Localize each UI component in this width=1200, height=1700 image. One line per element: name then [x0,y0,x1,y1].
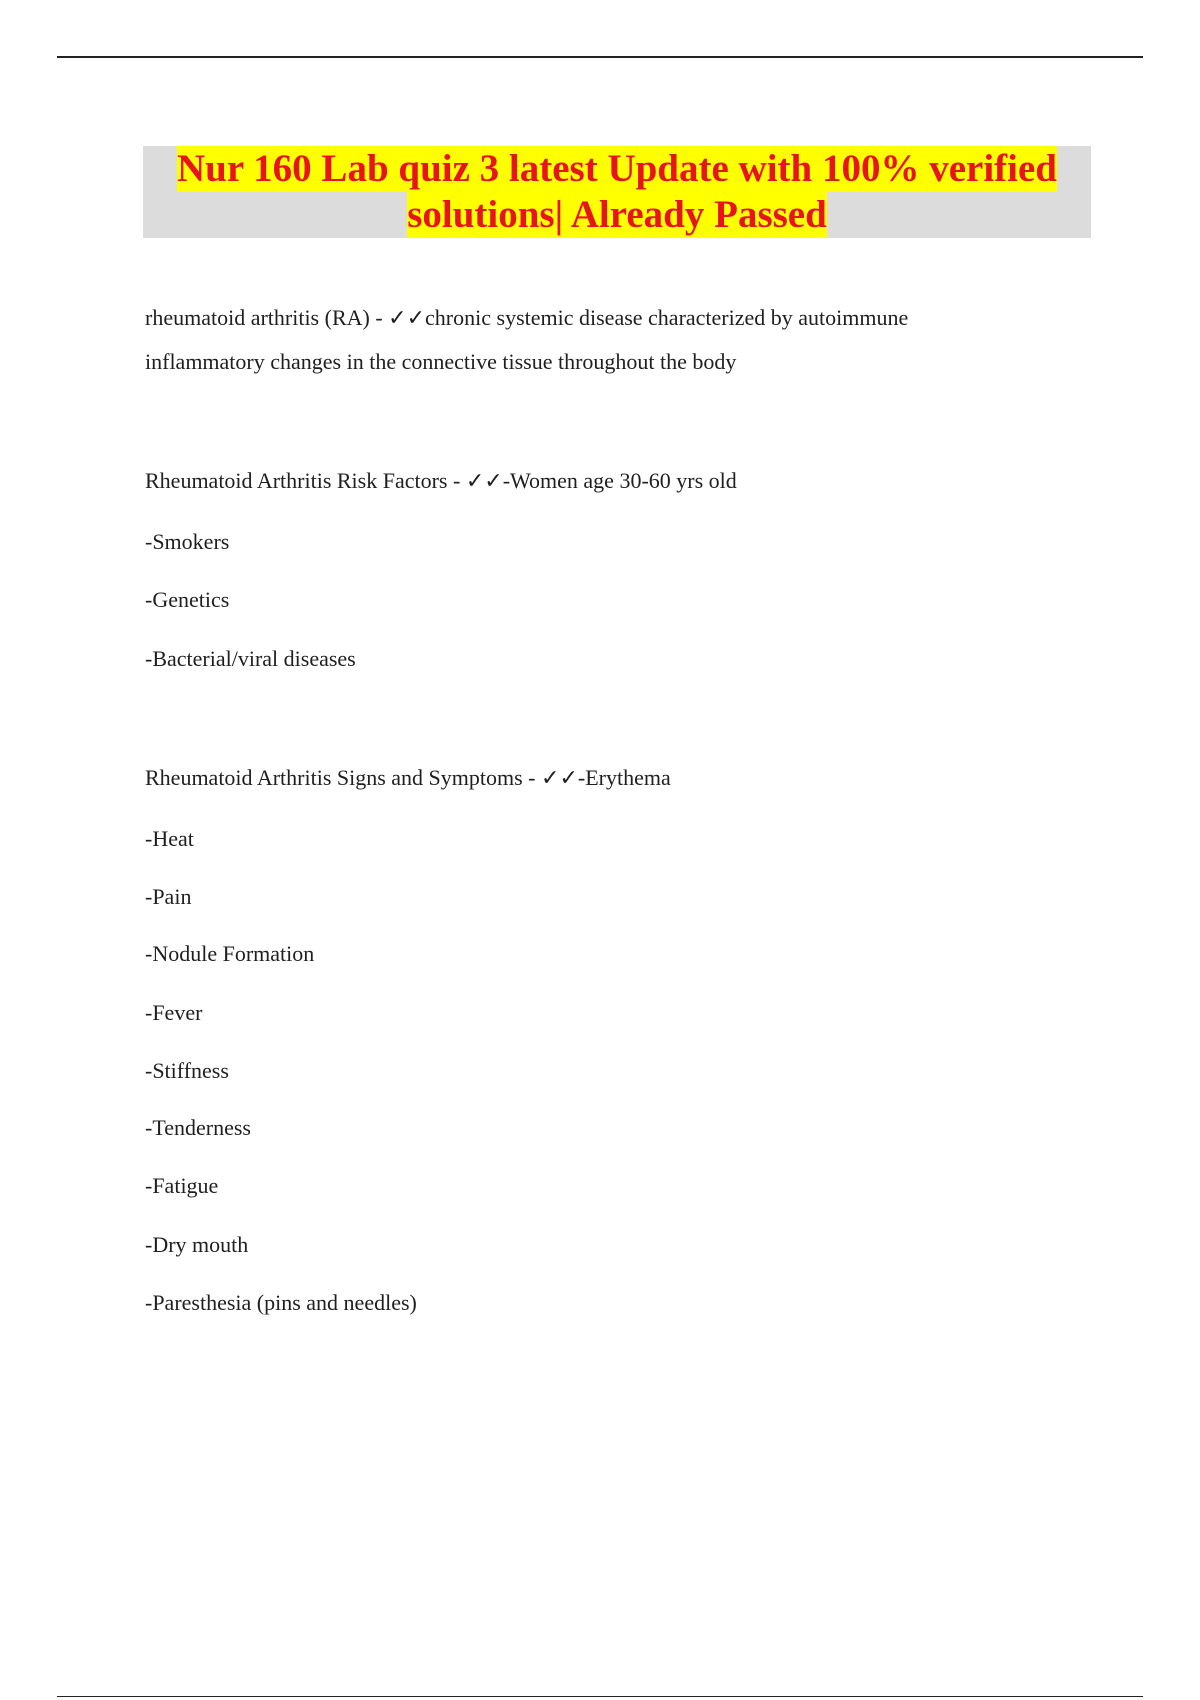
list-item: -Nodule Formation [145,941,315,966]
list-item: -Paresthesia (pins and needles) [145,1290,417,1315]
double-checkmark-icon: ✓✓ [541,766,578,791]
term-label: Rheumatoid Arthritis Signs and Symptoms - [145,765,542,790]
title-line-2: solutions| Already Passed [407,193,827,236]
document-title [143,146,1091,238]
list-item: -Pain [145,884,192,909]
header-rule [57,56,1143,58]
list-item: -Smokers [145,529,230,554]
title-line-1: Nur 160 Lab quiz 3 latest Update with 100% verified [176,147,1058,190]
list-item: -Bacterial/viral diseases [145,646,356,671]
list-item: -Genetics [145,587,230,612]
term-label: rheumatoid arthritis (RA) - [145,305,389,330]
list-item: -Dry mouth [145,1232,249,1257]
footer-rule [57,1696,1143,1697]
entry-signs-symptoms [145,765,671,792]
entry-ra-definition [145,305,908,332]
double-checkmark-icon: ✓✓ [388,306,426,331]
list-item: -Tenderness [145,1115,251,1140]
term-label: Rheumatoid Arthritis Risk Factors - [145,468,466,493]
double-checkmark-icon: ✓✓ [465,469,503,494]
list-item: -Fever [145,1000,203,1025]
answer-text: -Women age 30-60 yrs old [502,468,737,493]
answer-text: -Erythema [577,765,671,790]
entry-risk-factors [145,468,737,495]
list-item: -Fatigue [145,1173,219,1198]
answer-continuation: inflammatory changes in the connective tissue throughout the body [145,349,737,374]
list-item: -Heat [145,826,194,851]
answer-text: chronic systemic disease characterized by autoimmune [425,305,909,330]
list-item: -Stiffness [145,1058,229,1083]
